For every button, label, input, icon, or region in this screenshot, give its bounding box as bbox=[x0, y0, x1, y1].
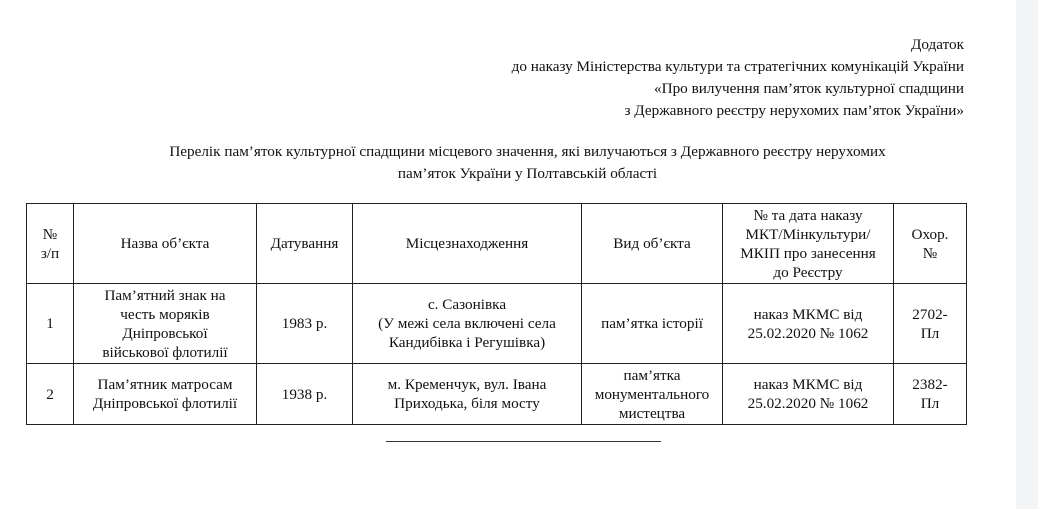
header-line: № bbox=[922, 244, 938, 262]
cell-object-type bbox=[582, 364, 723, 425]
monuments-table bbox=[26, 203, 967, 425]
cell-line: Пам’ятний знак на bbox=[104, 286, 226, 304]
cell-line: 25.02.2020 № 1062 bbox=[747, 395, 869, 412]
cell-line: 2382- bbox=[912, 376, 948, 393]
cell-protection-number bbox=[894, 284, 967, 364]
page-edge-strip bbox=[1016, 0, 1038, 509]
header-object-name bbox=[74, 204, 257, 284]
closing-divider-line bbox=[386, 441, 661, 442]
header-location bbox=[353, 204, 582, 284]
cell-number: 2 bbox=[27, 364, 74, 425]
appendix-line: до наказу Міністерства культури та стратегічних комунікацій України bbox=[511, 58, 964, 75]
header-protection-number bbox=[894, 204, 967, 284]
cell-line: 25.02.2020 № 1062 bbox=[747, 324, 869, 342]
header-line: МКІП про занесення bbox=[740, 244, 876, 262]
cell-line: Приходька, біля мосту bbox=[394, 395, 540, 412]
header-line: Датування bbox=[270, 235, 339, 252]
cell-line: Пам’ятник матросам bbox=[97, 376, 233, 393]
cell-protection-number bbox=[894, 364, 967, 425]
list-title-line: пам’яток України у Полтавській області bbox=[397, 165, 658, 182]
appendix-header bbox=[404, 34, 964, 122]
table-header-row bbox=[27, 204, 967, 284]
header-line: Місцезнаходження bbox=[405, 235, 529, 252]
cell-line: мистецтва bbox=[618, 404, 686, 422]
cell-line: пам’ятка bbox=[623, 366, 681, 384]
cell-line: Дніпровської bbox=[122, 324, 208, 342]
header-line: № bbox=[42, 225, 58, 243]
table-row bbox=[27, 284, 967, 364]
cell-location bbox=[353, 284, 582, 364]
cell-line: наказ МКМС від bbox=[753, 376, 863, 393]
header-line: до Реєстру bbox=[773, 263, 843, 281]
cell-line: 2702- bbox=[912, 305, 948, 323]
cell-line: монументального bbox=[594, 385, 710, 403]
cell-line: с. Сазонівка bbox=[427, 296, 507, 313]
header-line: Вид об’єкта bbox=[613, 235, 691, 252]
header-line: з/п bbox=[40, 244, 60, 262]
list-title bbox=[30, 141, 1025, 185]
header-dating bbox=[257, 204, 353, 284]
cell-line: честь моряків bbox=[120, 305, 210, 323]
cell-line: Кандибівка і Регушівка) bbox=[388, 334, 546, 351]
header-line: № та дата наказу bbox=[753, 206, 863, 224]
table-row bbox=[27, 364, 967, 425]
cell-line: наказ МКМС від bbox=[753, 305, 863, 323]
appendix-line: «Про вилучення пам’яток культурної спадщини bbox=[654, 80, 964, 97]
cell-dating: 1983 р. bbox=[257, 284, 353, 364]
cell-number: 1 bbox=[27, 284, 74, 364]
appendix-line: з Державного реєстру нерухомих пам’яток України» bbox=[624, 102, 964, 119]
cell-line: військової флотилії bbox=[102, 343, 228, 361]
cell-line: пам’ятка історії bbox=[601, 315, 703, 332]
list-title-line: Перелік пам’яток культурної спадщини місцевого значення, які вилучаються з Державного реєстру нерухомих bbox=[169, 143, 886, 160]
header-line: Охор. bbox=[911, 225, 949, 243]
header-line: МКТ/Мінкультури/ bbox=[745, 225, 871, 243]
cell-line: Пл bbox=[920, 395, 940, 412]
cell-order bbox=[723, 284, 894, 364]
cell-object-name bbox=[74, 364, 257, 425]
cell-line: Пл bbox=[920, 324, 940, 342]
cell-line: м. Кременчук, вул. Івана bbox=[387, 376, 547, 393]
cell-order bbox=[723, 364, 894, 425]
header-object-type bbox=[582, 204, 723, 284]
cell-object-type bbox=[582, 284, 723, 364]
cell-location bbox=[353, 364, 582, 425]
cell-object-name bbox=[74, 284, 257, 364]
cell-line: (У межі села включені села bbox=[378, 315, 556, 332]
appendix-line: Додаток bbox=[911, 36, 964, 53]
cell-dating: 1938 р. bbox=[257, 364, 353, 425]
header-line: Назва об’єкта bbox=[120, 235, 210, 252]
header-order bbox=[723, 204, 894, 284]
header-number bbox=[27, 204, 74, 284]
cell-line: Дніпровської флотилії bbox=[92, 395, 238, 412]
